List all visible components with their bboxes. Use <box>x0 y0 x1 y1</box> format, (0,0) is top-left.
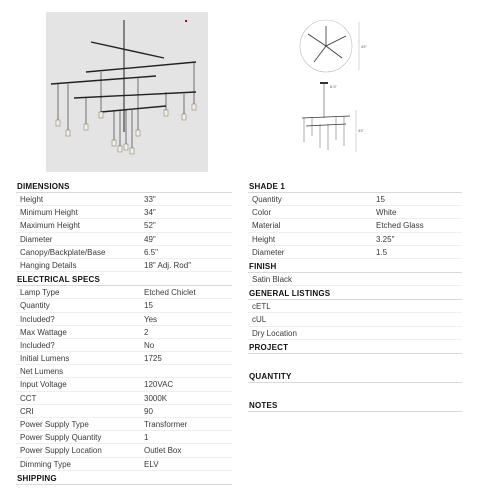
spec-value: 34" <box>144 208 156 218</box>
spec-label: Lamp Type <box>20 288 60 298</box>
spec-value: 3.25" <box>376 234 395 244</box>
spec-value: No <box>144 340 155 350</box>
spec-value: Etched Glass <box>376 221 424 231</box>
notes-title: NOTES <box>248 400 462 412</box>
shade-rows <box>248 193 462 259</box>
spec-value: 18" Adj. Rod" <box>144 260 192 270</box>
spec-label: CRI <box>20 406 34 416</box>
listing-items <box>248 300 462 340</box>
quantity-title: QUANTITY <box>248 371 462 383</box>
spec-value: Outlet Box <box>144 446 182 456</box>
spec-row <box>16 378 232 391</box>
list-item: cETL <box>248 300 462 313</box>
spec-value: 49" <box>144 234 156 244</box>
spec-row <box>16 444 232 457</box>
spec-row <box>16 392 232 405</box>
diagram-top-label: 49" <box>361 44 367 49</box>
spec-row <box>16 286 232 299</box>
diagram-side-label: 33" <box>358 128 364 133</box>
spec-value: 33" <box>144 195 156 204</box>
spec-value: 3000K <box>144 393 168 403</box>
spec-label: Diameter <box>20 234 53 244</box>
spec-value: 2 <box>144 327 149 337</box>
spec-label: Quantity <box>20 301 50 311</box>
chandelier-image <box>46 12 208 172</box>
notes-section <box>248 400 462 412</box>
spec-value <box>144 365 232 377</box>
spec-label: Maximum Height <box>20 221 81 231</box>
listings-title: GENERAL LISTINGS <box>248 288 462 300</box>
spec-row <box>16 365 232 378</box>
spec-row <box>16 458 232 471</box>
shade-title: SHADE 1 <box>248 181 462 193</box>
shipping-section <box>16 473 232 485</box>
spec-row <box>16 259 232 272</box>
spec-value: 120VAC <box>144 380 174 390</box>
spec-label: Hanging Details <box>20 260 77 270</box>
spec-row <box>16 431 232 444</box>
spec-row <box>16 246 232 259</box>
spec-row <box>16 339 232 352</box>
spec-value: Transformer <box>144 420 188 429</box>
project-title: PROJECT <box>248 342 462 354</box>
right-column <box>248 181 462 414</box>
diagram-canopy-label: 6.5" <box>330 84 337 89</box>
spec-label: Material <box>252 221 281 231</box>
product-photo <box>46 12 208 172</box>
spec-label: Canopy/Backplate/Base <box>20 247 106 257</box>
project-field[interactable] <box>248 354 462 369</box>
dimensions-rows <box>16 193 232 272</box>
spec-value: 1.5 <box>376 247 388 257</box>
spec-label: Power Supply Type <box>20 420 89 429</box>
spec-row <box>248 193 462 206</box>
dimension-diagram <box>284 18 384 163</box>
spec-value: Etched Chiclet <box>144 288 196 298</box>
spec-value: 90 <box>144 406 153 416</box>
spec-value: Yes <box>144 314 158 324</box>
spec-label: Included? <box>20 340 55 350</box>
spec-label: Height <box>252 234 276 244</box>
electrical-rows <box>16 286 232 471</box>
spec-label: Minimum Height <box>20 208 78 218</box>
spec-label: Initial Lumens <box>20 354 70 364</box>
spec-label: Power Supply Quantity <box>20 433 102 443</box>
dimensions-title: DIMENSIONS <box>16 181 232 193</box>
spec-label: Included? <box>20 314 55 324</box>
listings-section <box>248 288 462 340</box>
spec-row <box>16 405 232 418</box>
spec-value: 52" <box>144 221 156 231</box>
spec-row <box>248 206 462 219</box>
finish-section <box>248 261 462 286</box>
spec-row <box>16 418 232 431</box>
spec-value: ELV <box>144 459 159 469</box>
spec-row <box>16 233 232 246</box>
spec-value: 15 <box>144 301 153 311</box>
list-item: Dry Location <box>248 327 462 340</box>
spec-value: 1725 <box>144 354 162 364</box>
spec-label: Input Voltage <box>20 380 67 390</box>
spec-row <box>16 352 232 365</box>
spec-label: Diameter <box>252 247 285 257</box>
spec-row <box>16 219 232 232</box>
spec-row <box>16 313 232 326</box>
spec-row <box>248 246 462 259</box>
quantity-section <box>248 371 462 398</box>
spec-label: Height <box>20 195 44 204</box>
spec-value: 6.5" <box>144 247 158 257</box>
spec-label: Net Lumens <box>20 367 64 377</box>
shipping-title: SHIPPING <box>16 473 232 485</box>
spec-value: White <box>376 208 397 218</box>
list-item: cUL <box>248 313 462 326</box>
spec-value: 15 <box>376 195 385 204</box>
spec-row <box>16 206 232 219</box>
spec-row <box>16 326 232 339</box>
spec-row <box>248 233 462 246</box>
electrical-title: ELECTRICAL SPECS <box>16 274 232 286</box>
spec-label: Max Wattage <box>20 327 67 337</box>
spec-label: Power Supply Location <box>20 446 102 456</box>
spec-label: Color <box>252 208 272 218</box>
dimensions-section <box>16 181 232 272</box>
spec-row <box>248 219 462 232</box>
spec-value: 1 <box>144 433 149 443</box>
spec-label: Dimming Type <box>20 459 71 469</box>
project-section <box>248 342 462 369</box>
list-item: Satin Black <box>248 273 462 286</box>
spec-label: CCT <box>20 393 37 403</box>
electrical-section <box>16 274 232 471</box>
spec-label: Quantity <box>252 195 282 204</box>
finish-title: FINISH <box>248 261 462 273</box>
spec-row <box>16 299 232 312</box>
left-column <box>16 181 232 487</box>
shade-section <box>248 181 462 259</box>
quantity-field[interactable] <box>248 383 462 398</box>
finish-items <box>248 273 462 286</box>
spec-row <box>16 193 232 206</box>
